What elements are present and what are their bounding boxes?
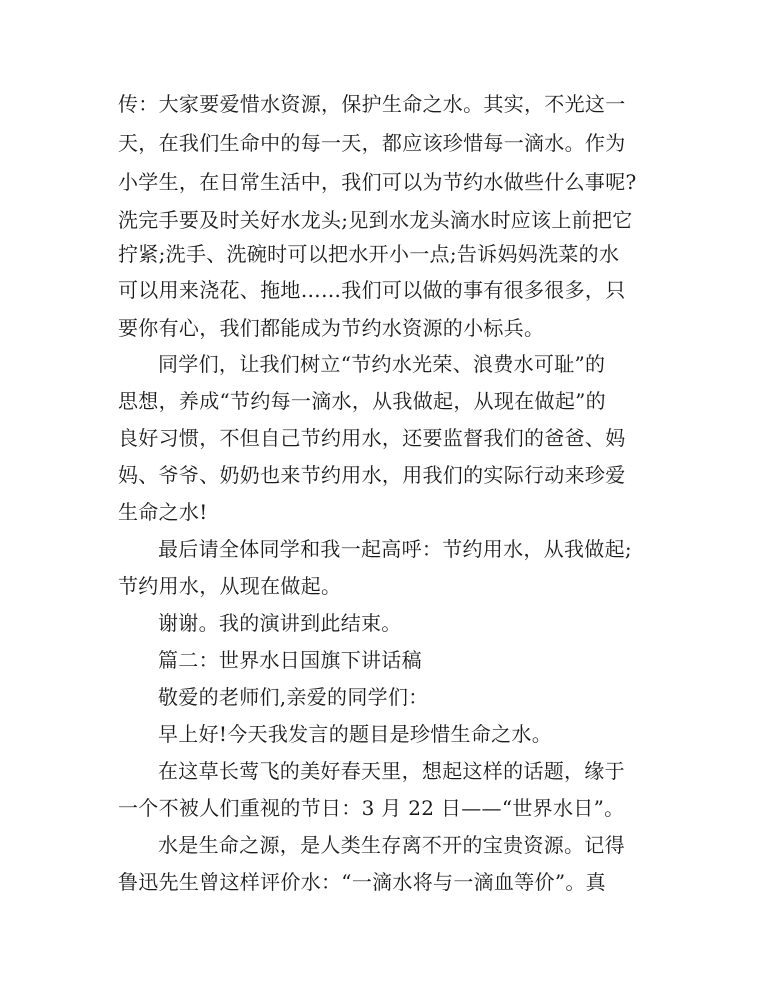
text-line: 在这草长莺飞的美好春天里，想起这样的话题，缘于 (158, 759, 625, 783)
text-line: 良好习惯，不但自己节约用水，还要监督我们的爸爸、妈 (118, 426, 626, 450)
text-line: 同学们，让我们树立“节约水光荣、浪费水可耻”的 (158, 352, 606, 376)
text-line: 篇二：世界水日国旗下讲话稿 (158, 648, 422, 672)
text-line: 传：大家要爱惜水资源，保护生命之水。其实，不光这一 (118, 92, 626, 116)
text-line: 节约用水，从现在做起。 (118, 574, 342, 598)
text-line: 洗完手要及时关好水龙头;见到水龙头滴水时应该上前把它 (118, 208, 633, 232)
text-line: 可以用来浇花、拖地……我们可以做的事有很多很多，只 (118, 278, 626, 302)
text-line: 要你有心，我们都能成为节约水资源的小标兵。 (118, 316, 545, 340)
text-line: 生命之水! (118, 500, 208, 524)
text-line: 谢谢。我的演讲到此结束。 (158, 611, 402, 635)
text-line: 一个不被人们重视的节日：3 月 22 日——“世界水日”。 (118, 796, 625, 820)
text-line: 敬爱的老师们,亲爱的同学们： (158, 685, 429, 709)
text-line: 早上好!今天我发言的题目是珍惜生命之水。 (158, 722, 553, 746)
text-line: 天，在我们生命中的每一天，都应该珍惜每一滴水。作为 (118, 131, 626, 155)
text-line: 最后请全体同学和我一起高呼：节约用水，从我做起; (158, 537, 632, 561)
text-line: 拧紧;洗手、洗碗时可以把水开小一点;告诉妈妈洗菜的水 (118, 242, 620, 266)
text-line: 小学生，在日常生活中，我们可以为节约水做些什么事呢? (118, 170, 637, 194)
text-line: 水是生命之源，是人类生存离不开的宝贵资源。记得 (158, 833, 625, 857)
text-line: 思想，养成“节约每一滴水，从我做起，从现在做起”的 (118, 389, 606, 413)
text-line: 鲁迅先生曾这样评价水：“一滴水将与一滴血等价”。真 (118, 870, 606, 894)
text-line: 妈、爷爷、奶奶也来节约用水，用我们的实际行动来珍爱 (118, 463, 626, 487)
